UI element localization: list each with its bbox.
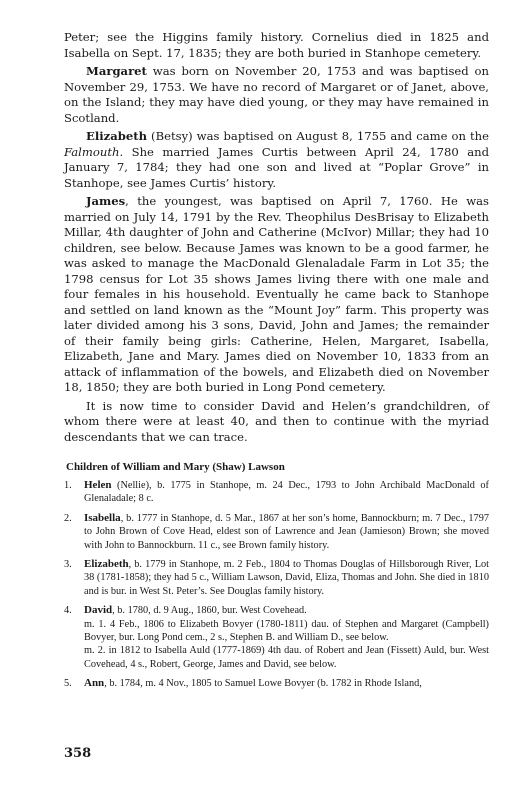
name-james: James bbox=[86, 194, 126, 208]
children-heading: Children of William and Mary (Shaw) Lawson bbox=[66, 461, 285, 473]
paragraph-elizabeth: Elizabeth (Betsy) was baptised on August 8, 1755 and came on the Falmouth. She married James Curtis between April 24, 1780 and January 7, 1784; they had one son and lived at “Poplar Grove” in Stanhope, see James Curtis’ history. bbox=[64, 129, 489, 190]
list-item: 1. Helen (Nellie), b. 1775 in Stanhope, m. 24 Dec., 1793 to John Archibald MacDonald of Glenaladale; 8 c. bbox=[64, 479, 489, 505]
name-margaret: Margaret bbox=[86, 64, 147, 78]
marriage-1: m. 1. 4 Feb., 1806 to Elizabeth Bovyer (1780-1811) dau. of Stephen and Margaret (Campbell) Bovyer, bur. Long Pond cem., 2 s., Stephen B. and William D., see below. bbox=[84, 618, 489, 644]
children-list bbox=[64, 461, 489, 691]
paragraph-james: James, the youngest, was baptised on April 7, 1760. He was married on July 14, 1791 by the Rev. Theophilus DesBrisay to Elizabeth Millar, 4th daughter of John and Catherine (McIvor) Millar; they had 10 children, see below. Because James was known to be a good farmer, he was asked to manage the MacDonald Glenaladale Farm in Lot 35; the 1798 census for Lot 35 shows James living there with one male and four females in his household. Eventually he came back to Stanhope and settled on land known as the “Mount Joy” farm. This property was later divided among his 3 sons, David, John and James; the remainder of their family being girls: Catherine, Helen, Margaret, Isabella, Elizabeth, Jane and Mary. James died on November 10, 1833 from an attack of inflammation of the bowels, and Elizabeth died on November 18, 1850; they are both buried in Long Pond cemetery. bbox=[64, 194, 489, 394]
item-number: 2. bbox=[64, 512, 72, 524]
item-number: 1. bbox=[64, 480, 72, 491]
name-elizabeth: Elizabeth bbox=[86, 129, 148, 143]
paragraph-peter: Peter; see the Higgins family history. Cornelius died in 1825 and Isabella on Sept. 17, 1835; they are both buried in Stanhope cemetery. bbox=[64, 30, 489, 60]
child-name: Elizabeth bbox=[84, 558, 129, 571]
item-number: 5. bbox=[64, 678, 72, 690]
child-name: Helen bbox=[84, 479, 112, 491]
paragraph-margaret: Margaret was born on November 20, 1753 and was baptised on November 29, 1753. We have no record of Margaret or of Janet, above, on the Island; they may have died young, or they may have remained in Scotland. bbox=[64, 64, 489, 125]
item-number: 3. bbox=[64, 559, 72, 571]
list-item: 2. Isabella, b. 1777 in Stanhope, d. 5 Mar., 1867 at her son’s home, Bannockburn; m. 7 Dec., 1797 to John Brown of Cove Head, eldest son of Lawrence and Jean (Jamieson) Brown; she moved with John to Bannockburn. 11 c., see Brown family history. bbox=[64, 511, 489, 551]
paragraph-grandchildren: It is now time to consider David and Helen’s grandchildren, of whom there were at least 40, and then to continue with the myriad descendants that we can trace. bbox=[64, 398, 489, 444]
list-item: 5. Ann, b. 1784, m. 4 Nov., 1805 to Samuel Lowe Bovyer (b. 1782 in Rhode Island, bbox=[64, 677, 422, 690]
child-name: Ann bbox=[84, 677, 105, 690]
list-item: 3. Elizabeth, b. 1779 in Stanhope, m. 2 Feb., 1804 to Thomas Douglas of Hillsborough River, Lot 38 (1781-1858); they had 5 c., William Lawson, David, Eliza, Thomas and John. She died in 1810 and is bur. in West St. Peter’s. See Douglas family history. bbox=[64, 558, 489, 597]
ship-name: Falmouth bbox=[64, 144, 120, 159]
child-name: David bbox=[84, 604, 113, 617]
list-item: 4. David, b. 1780, d. 9 Aug., 1860, bur. West Covehead. m. 1. 4 Feb., 1806 to Elizabeth Bovyer (1780-1811) dau. of Stephen and Margaret (Campbell) Bovyer, bur. Long Pond cem., 2 s., Stephen B. and William D., see below. m. 2. in 1812 to Isabella Auld (1777-1869) 4th dau. of Robert and Jean (Fissett) Auld, bur. West Covehead, 4 s., Robert, George, James and David, see below. bbox=[64, 604, 489, 670]
body-text bbox=[64, 30, 489, 445]
child-name: Isabella bbox=[84, 511, 121, 524]
page-number: 358 bbox=[64, 746, 92, 761]
item-number: 4. bbox=[64, 605, 72, 617]
marriage-2: m. 2. in 1812 to Isabella Auld (1777-1869) 4th dau. of Robert and Jean (Fissett) Auld, bur. West Covehead, 4 s., Robert, George, James and David, see below. bbox=[84, 645, 489, 670]
